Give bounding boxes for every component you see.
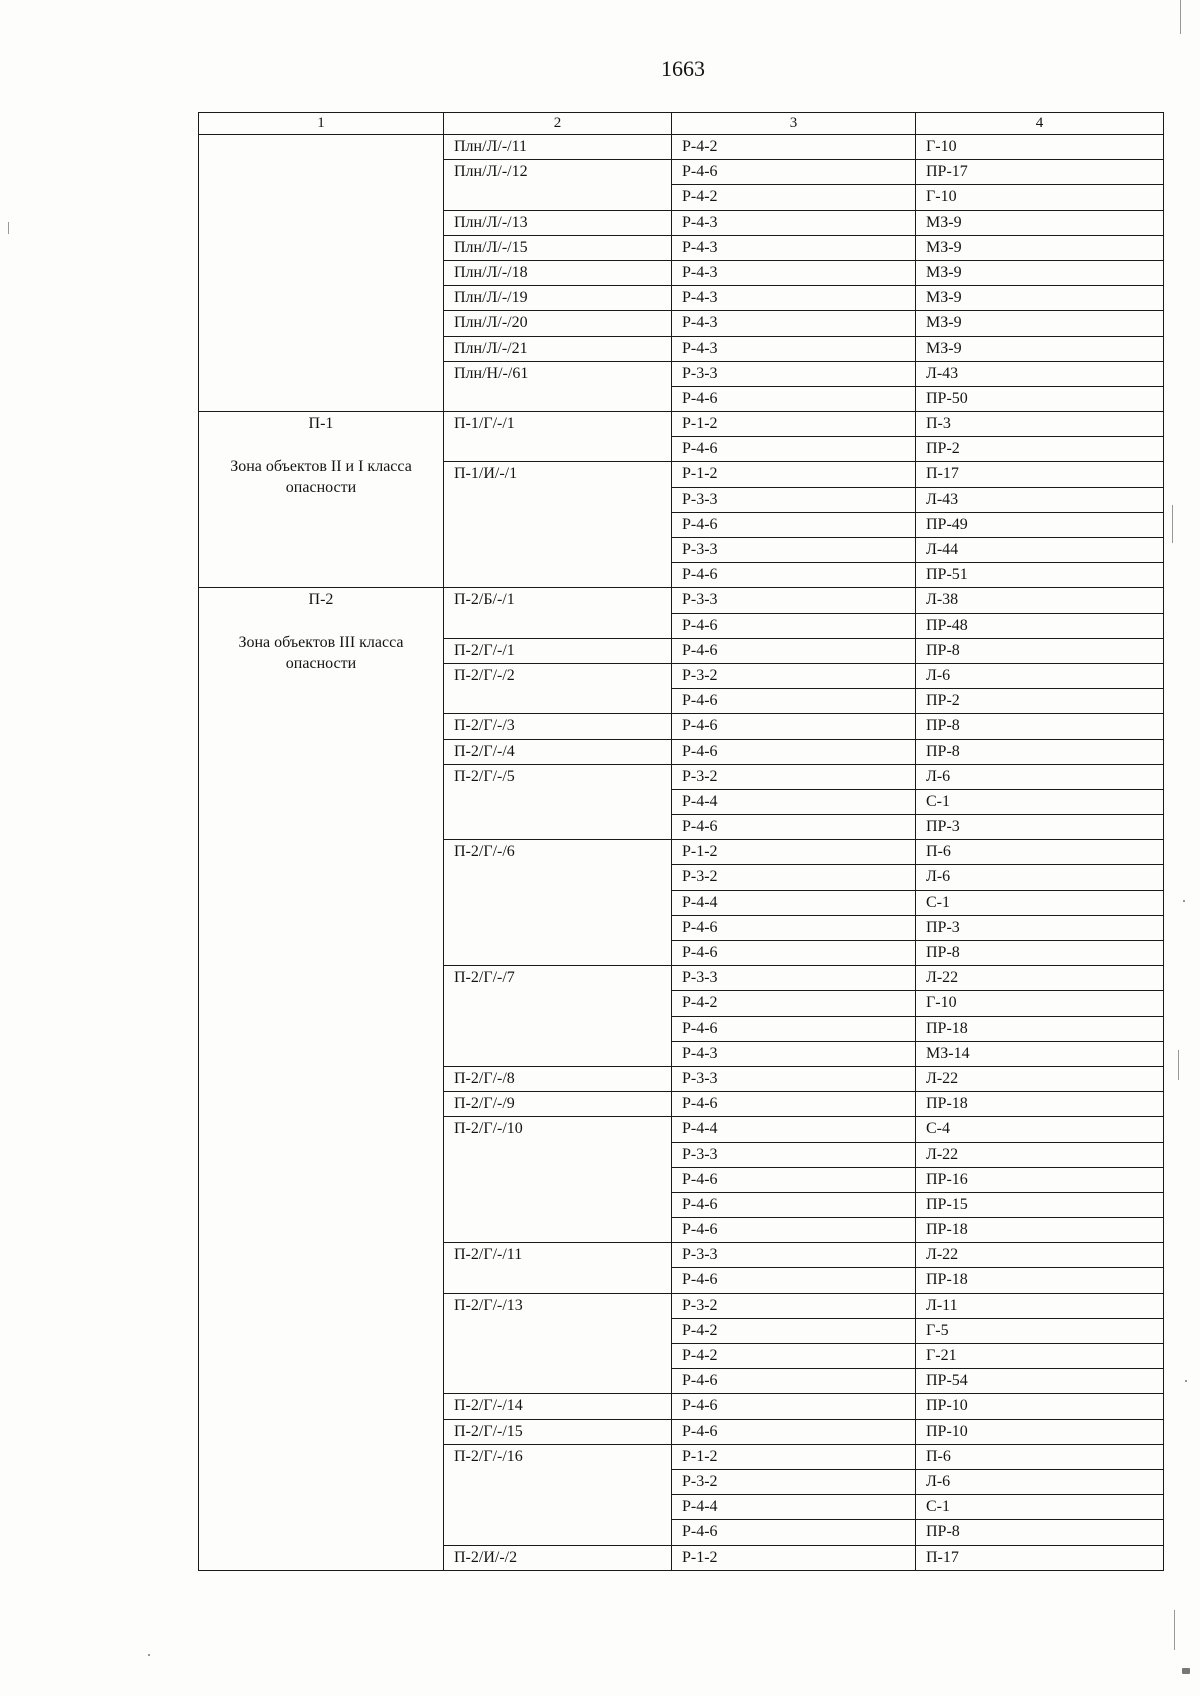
table-row — [199, 135, 1164, 160]
object-code: П-2/Г/-/14 — [444, 1394, 672, 1419]
parameter-code: Л-22 — [916, 966, 1164, 991]
parameter-code: С-1 — [916, 789, 1164, 814]
parameter-code: ПР-18 — [916, 1268, 1164, 1293]
regulation-code: Р-4-4 — [672, 789, 916, 814]
object-code: П-2/Г/-/10 — [444, 1117, 672, 1243]
parameter-code: ПР-48 — [916, 613, 1164, 638]
object-code: П-2/Г/-/2 — [444, 663, 672, 713]
parameter-code: П-17 — [916, 462, 1164, 487]
regulation-code: Р-1-2 — [672, 1444, 916, 1469]
regulation-code: Р-4-3 — [672, 311, 916, 336]
parameter-code: МЗ-9 — [916, 311, 1164, 336]
parameter-code: ПР-8 — [916, 941, 1164, 966]
parameter-code: Г-5 — [916, 1318, 1164, 1343]
regulation-code: Р-3-2 — [672, 1293, 916, 1318]
object-code: П-2/И/-/2 — [444, 1545, 672, 1570]
object-code: П-2/Г/-/11 — [444, 1243, 672, 1293]
regulation-code: Р-3-3 — [672, 966, 916, 991]
regulation-code: Р-3-3 — [672, 588, 916, 613]
parameter-code: ПР-8 — [916, 714, 1164, 739]
regulation-code: Р-1-2 — [672, 1545, 916, 1570]
regulation-code: Р-4-6 — [672, 689, 916, 714]
parameter-code: ПР-18 — [916, 1092, 1164, 1117]
parameter-code: ПР-18 — [916, 1218, 1164, 1243]
object-code: П-2/Г/-/6 — [444, 840, 672, 966]
object-code: Плн/Л/-/21 — [444, 336, 672, 361]
regulation-code: Р-4-6 — [672, 1192, 916, 1217]
regulation-code: Р-3-3 — [672, 487, 916, 512]
regulation-code: Р-4-2 — [672, 135, 916, 160]
parameter-code: Г-10 — [916, 991, 1164, 1016]
parameter-code: ПР-18 — [916, 1016, 1164, 1041]
object-code: П-2/Г/-/3 — [444, 714, 672, 739]
parameter-code: ПР-15 — [916, 1192, 1164, 1217]
regulation-code: Р-3-3 — [672, 538, 916, 563]
zone-description: Зона объектов II и I класса опасности — [230, 458, 412, 497]
regulation-code: Р-4-3 — [672, 286, 916, 311]
object-code: П-2/Г/-/15 — [444, 1419, 672, 1444]
parameter-code: ПР-8 — [916, 638, 1164, 663]
regulation-code: Р-4-2 — [672, 185, 916, 210]
regulation-code: Р-4-3 — [672, 336, 916, 361]
regulation-code: Р-4-6 — [672, 512, 916, 537]
parameter-code: ПР-2 — [916, 437, 1164, 462]
object-code: П-2/Б/-/1 — [444, 588, 672, 638]
regulation-code: Р-4-6 — [672, 1016, 916, 1041]
parameter-code: П-3 — [916, 412, 1164, 437]
column-header: 4 — [916, 113, 1164, 135]
scan-edge-mark — [1178, 1050, 1179, 1080]
object-code: П-2/Г/-/7 — [444, 966, 672, 1067]
regulation-code: Р-4-6 — [672, 1167, 916, 1192]
parameter-code: МЗ-9 — [916, 210, 1164, 235]
regulation-code: Р-4-6 — [672, 739, 916, 764]
parameter-code: Г-10 — [916, 185, 1164, 210]
regulation-code: Р-3-3 — [672, 1243, 916, 1268]
parameter-code: ПР-54 — [916, 1369, 1164, 1394]
parameter-code: С-1 — [916, 1495, 1164, 1520]
scan-speck — [1183, 900, 1185, 902]
parameter-code: ПР-16 — [916, 1167, 1164, 1192]
object-code: П-1/И/-/1 — [444, 462, 672, 588]
column-header: 2 — [444, 113, 672, 135]
regulation-code: Р-4-6 — [672, 160, 916, 185]
parameter-code: ПР-17 — [916, 160, 1164, 185]
regulation-code: Р-4-6 — [672, 563, 916, 588]
parameter-code: Л-43 — [916, 487, 1164, 512]
parameter-code: Л-22 — [916, 1142, 1164, 1167]
scan-speck — [1185, 1380, 1187, 1382]
regulation-code: Р-4-6 — [672, 1520, 916, 1545]
regulation-code: Р-3-2 — [672, 865, 916, 890]
parameter-code: Л-6 — [916, 764, 1164, 789]
parameter-code: С-4 — [916, 1117, 1164, 1142]
regulation-code: Р-3-3 — [672, 1066, 916, 1091]
regulation-code: Р-4-6 — [672, 1092, 916, 1117]
parameter-code: ПР-2 — [916, 689, 1164, 714]
regulation-code: Р-4-6 — [672, 437, 916, 462]
regulation-code: Р-4-6 — [672, 941, 916, 966]
scan-edge-mark — [8, 222, 9, 234]
regulation-code: Р-4-4 — [672, 1117, 916, 1142]
object-code: Плн/Л/-/11 — [444, 135, 672, 160]
object-code: Плн/Л/-/12 — [444, 160, 672, 210]
zone-description: Зона объектов III класса опасности — [238, 634, 404, 673]
parameter-code: П-6 — [916, 840, 1164, 865]
regulation-code: Р-4-6 — [672, 1268, 916, 1293]
parameter-code: Л-6 — [916, 1469, 1164, 1494]
regulation-code: Р-4-6 — [672, 714, 916, 739]
regulation-code: Р-4-6 — [672, 1419, 916, 1444]
regulation-code: Р-4-3 — [672, 260, 916, 285]
parameter-code: МЗ-9 — [916, 235, 1164, 260]
regulation-code: Р-3-3 — [672, 1142, 916, 1167]
parameter-code: Л-38 — [916, 588, 1164, 613]
page-number: 1663 — [661, 56, 705, 81]
scan-edge-mark — [1172, 505, 1173, 543]
parameter-code: Г-21 — [916, 1344, 1164, 1369]
parameter-code: Л-22 — [916, 1066, 1164, 1091]
regulation-code: Р-4-2 — [672, 991, 916, 1016]
zone-cell — [199, 412, 444, 588]
regulation-code: Р-4-6 — [672, 815, 916, 840]
regulation-code: Р-1-2 — [672, 462, 916, 487]
parameter-code: ПР-3 — [916, 815, 1164, 840]
object-code: П-2/Г/-/4 — [444, 739, 672, 764]
parameter-code: С-1 — [916, 890, 1164, 915]
regulation-code: Р-4-3 — [672, 210, 916, 235]
regulation-code: Р-4-6 — [672, 1218, 916, 1243]
parameter-code: Л-6 — [916, 663, 1164, 688]
regulation-code: Р-4-3 — [672, 1041, 916, 1066]
regulation-code: Р-3-2 — [672, 764, 916, 789]
object-code: Плн/Л/-/20 — [444, 311, 672, 336]
regulation-code: Р-3-3 — [672, 361, 916, 386]
regulation-code: Р-4-6 — [672, 915, 916, 940]
zone-cell — [199, 588, 444, 1570]
zone-code: П-1 — [308, 415, 334, 433]
parameter-code: МЗ-9 — [916, 286, 1164, 311]
parameter-code: Л-22 — [916, 1243, 1164, 1268]
parameter-code: ПР-51 — [916, 563, 1164, 588]
object-code: П-2/Г/-/5 — [444, 764, 672, 840]
scan-edge-mark — [1174, 1610, 1175, 1650]
column-header: 3 — [672, 113, 916, 135]
zoning-table — [198, 112, 1164, 1571]
regulation-code: Р-4-4 — [672, 1495, 916, 1520]
regulation-code: Р-4-3 — [672, 235, 916, 260]
object-code: П-2/Г/-/16 — [444, 1444, 672, 1545]
scan-edge-mark — [1180, 0, 1181, 34]
parameter-code: ПР-50 — [916, 386, 1164, 411]
parameter-code: П-6 — [916, 1444, 1164, 1469]
parameter-code: МЗ-14 — [916, 1041, 1164, 1066]
scan-speck — [148, 1654, 150, 1656]
object-code: Плн/Л/-/18 — [444, 260, 672, 285]
object-code: П-1/Г/-/1 — [444, 412, 672, 462]
parameter-code: Г-10 — [916, 135, 1164, 160]
parameter-code: ПР-3 — [916, 915, 1164, 940]
regulation-code: Р-3-2 — [672, 1469, 916, 1494]
object-code: Плн/Л/-/19 — [444, 286, 672, 311]
scan-speck — [1182, 1668, 1190, 1674]
parameter-code: МЗ-9 — [916, 260, 1164, 285]
object-code: Плн/Н/-/61 — [444, 361, 672, 411]
object-code: П-2/Г/-/8 — [444, 1066, 672, 1091]
regulation-code: Р-1-2 — [672, 840, 916, 865]
object-code: П-2/Г/-/9 — [444, 1092, 672, 1117]
object-code: П-2/Г/-/13 — [444, 1293, 672, 1394]
parameter-code: ПР-10 — [916, 1394, 1164, 1419]
column-header: 1 — [199, 113, 444, 135]
parameter-code: ПР-10 — [916, 1419, 1164, 1444]
regulation-code: Р-1-2 — [672, 412, 916, 437]
parameter-code: Л-6 — [916, 865, 1164, 890]
zone-code: П-2 — [308, 591, 334, 609]
parameter-code: ПР-49 — [916, 512, 1164, 537]
parameter-code: ПР-8 — [916, 1520, 1164, 1545]
regulation-code: Р-4-6 — [672, 613, 916, 638]
regulation-code: Р-4-2 — [672, 1344, 916, 1369]
regulation-code: Р-4-6 — [672, 638, 916, 663]
regulation-code: Р-4-6 — [672, 1394, 916, 1419]
parameter-code: П-17 — [916, 1545, 1164, 1570]
object-code: Плн/Л/-/13 — [444, 210, 672, 235]
regulation-code: Р-3-2 — [672, 663, 916, 688]
parameter-code: МЗ-9 — [916, 336, 1164, 361]
parameter-code: Л-44 — [916, 538, 1164, 563]
regulation-code: Р-4-6 — [672, 386, 916, 411]
regulation-code: Р-4-4 — [672, 890, 916, 915]
table-header-row — [199, 113, 1164, 135]
object-code: П-2/Г/-/1 — [444, 638, 672, 663]
zone-cell — [199, 135, 444, 412]
parameter-code: Л-43 — [916, 361, 1164, 386]
parameter-code: ПР-8 — [916, 739, 1164, 764]
regulation-code: Р-4-2 — [672, 1318, 916, 1343]
object-code: Плн/Л/-/15 — [444, 235, 672, 260]
parameter-code: Л-11 — [916, 1293, 1164, 1318]
regulation-code: Р-4-6 — [672, 1369, 916, 1394]
table-row — [199, 412, 1164, 437]
table-row — [199, 588, 1164, 613]
